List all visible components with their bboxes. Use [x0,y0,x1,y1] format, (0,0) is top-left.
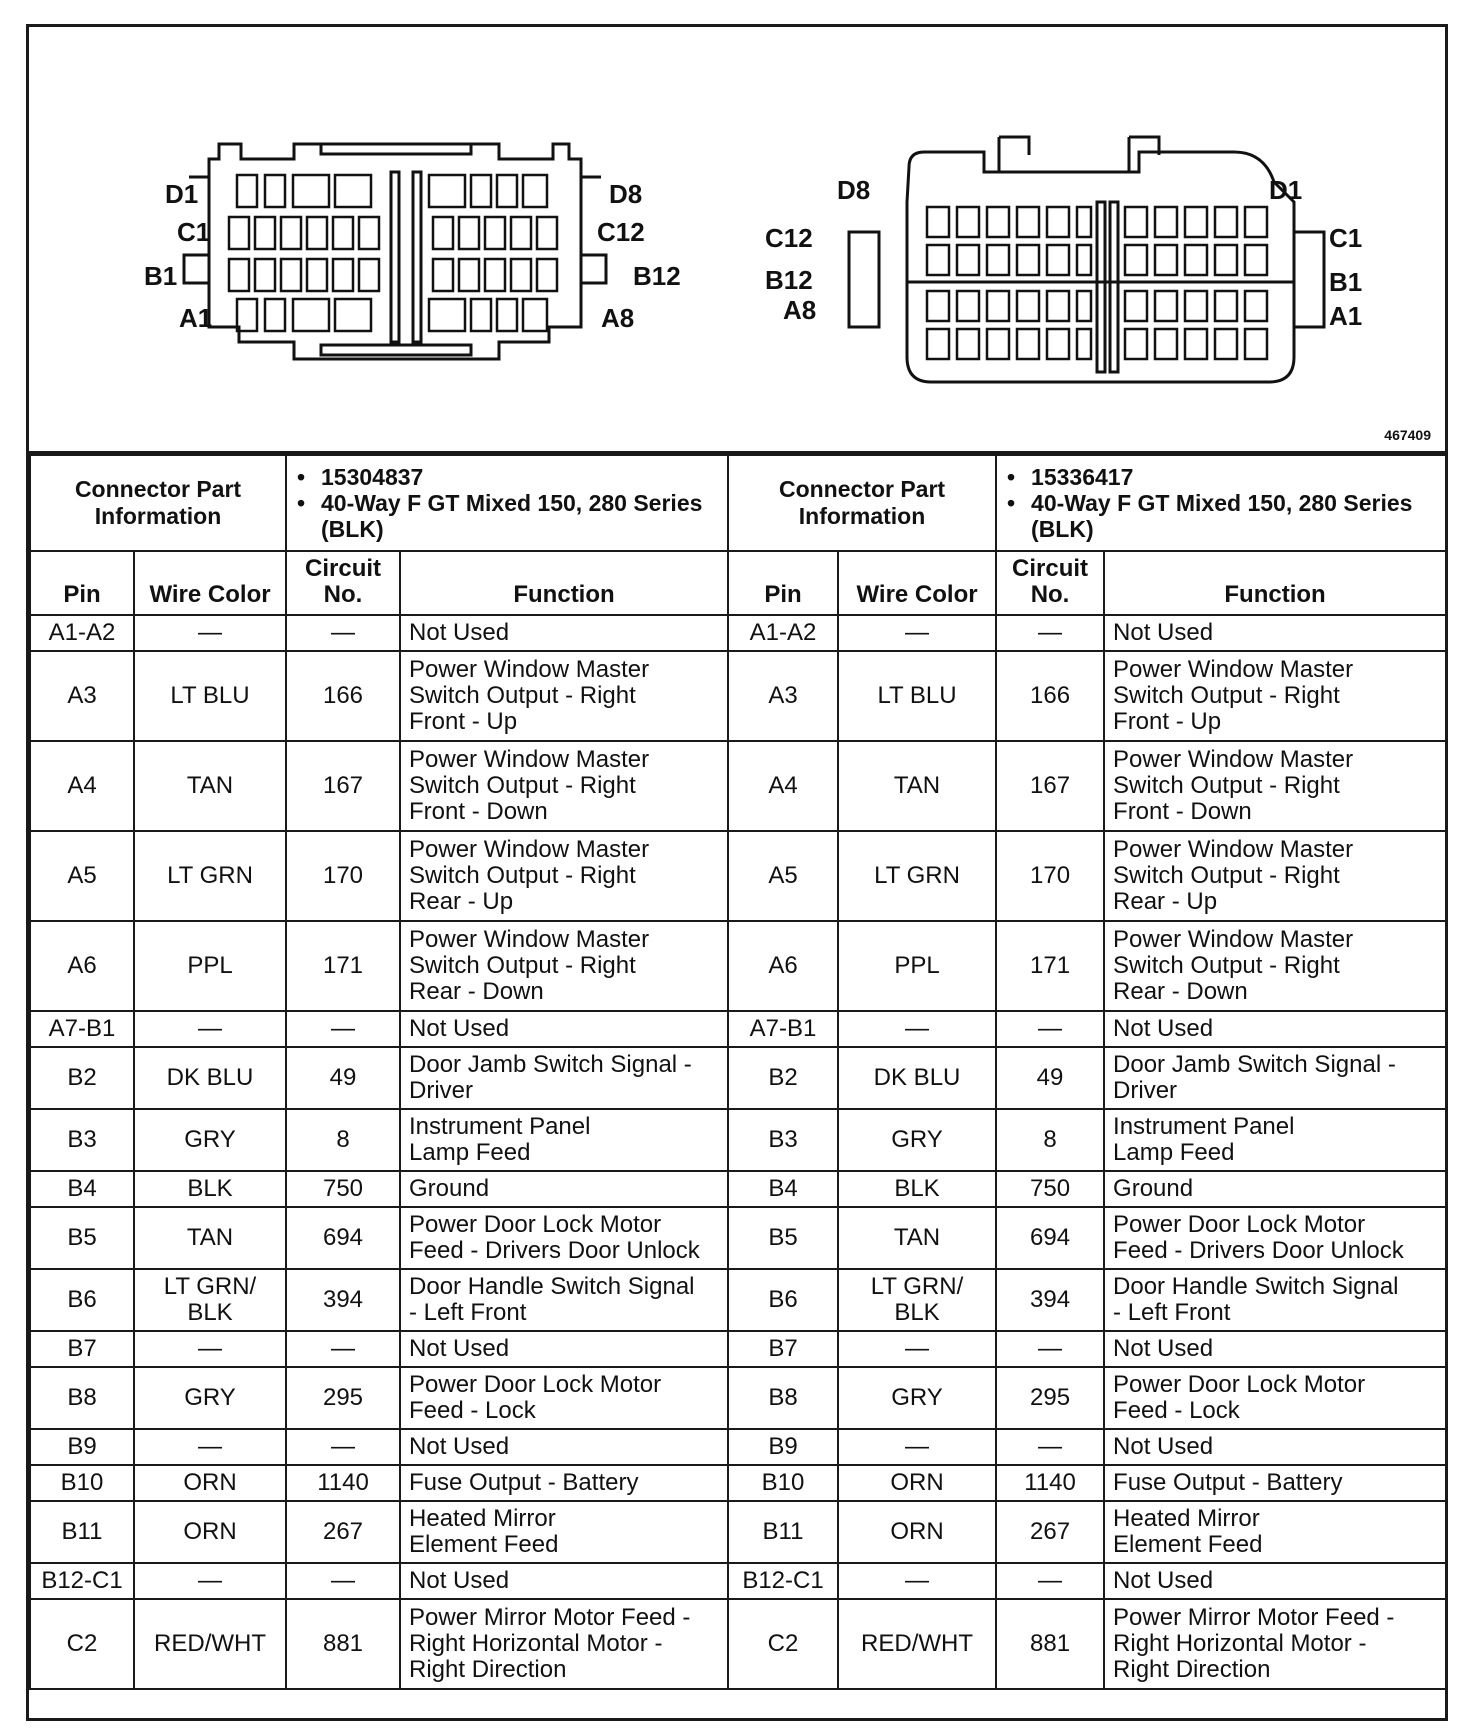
col-circuit: Circuit No. [996,551,1104,615]
right-cell-wire: LT BLU [838,651,996,741]
col-circuit: Circuit No. [286,551,400,615]
right-cell-circuit: 295 [996,1367,1104,1429]
left-cell-wire: LT BLU [134,651,286,741]
right-cell-function: Power Window Master Switch Output - Right Rear - Up [1104,831,1446,921]
left-cell-pin: B10 [30,1465,134,1501]
table-row [30,831,1446,921]
table-row [30,1501,1446,1563]
right-cell-wire: BLK [838,1171,996,1207]
right-cell-wire: DK BLU [838,1047,996,1109]
connector-diagram-panel [29,27,1445,454]
right-cell-circuit: — [996,615,1104,651]
left-cell-function: Heated Mirror Element Feed [400,1501,728,1563]
right-cell-circuit: — [996,1563,1104,1599]
right-label-a8: A8 [783,295,817,325]
left-part-info [286,455,728,551]
col-pin: Pin [728,551,838,615]
left-cell-circuit: 1140 [286,1465,400,1501]
left-cell-circuit: 881 [286,1599,400,1689]
right-cell-pin: B3 [728,1109,838,1171]
right-info-label: Connector Part Information [728,455,996,551]
left-part-description: • 40-Way F GT Mixed 150, 280 Series (BLK) [321,490,719,542]
pinout-sheet [26,24,1448,1721]
left-label-d1: D1 [165,179,199,209]
right-cell-pin: A7-B1 [728,1011,838,1047]
right-cell-circuit: 267 [996,1501,1104,1563]
right-part-info [996,455,1446,551]
right-cell-function: Power Door Lock Motor Feed - Lock [1104,1367,1446,1429]
table-row [30,741,1446,831]
table-row [30,1331,1446,1367]
left-cell-pin: B9 [30,1429,134,1465]
table-row [30,1429,1446,1465]
left-cell-circuit: 8 [286,1109,400,1171]
left-cell-circuit: — [286,615,400,651]
col-wire-color: Wire Color [838,551,996,615]
table-row [30,651,1446,741]
left-cell-function: Not Used [400,615,728,651]
right-cell-wire: — [838,1563,996,1599]
left-label-c12: C12 [597,217,645,247]
right-cell-function: Door Handle Switch Signal - Left Front [1104,1269,1446,1331]
col-pin: Pin [30,551,134,615]
right-label-d1: D1 [1269,175,1303,205]
left-cell-wire: PPL [134,921,286,1011]
right-cell-circuit: 166 [996,651,1104,741]
left-cell-wire: — [134,615,286,651]
left-cell-function: Power Window Master Switch Output - Right Front - Down [400,741,728,831]
right-cell-function: Power Door Lock Motor Feed - Drivers Door Unlock [1104,1207,1446,1269]
col-function: Function [400,551,728,615]
left-cell-function: Not Used [400,1331,728,1367]
column-header-row [30,551,1446,615]
right-cell-pin: B5 [728,1207,838,1269]
left-label-a1: A1 [179,303,213,333]
right-cell-circuit: 167 [996,741,1104,831]
left-cell-circuit: 267 [286,1501,400,1563]
left-cell-circuit: 295 [286,1367,400,1429]
left-cell-function: Power Door Lock Motor Feed - Lock [400,1367,728,1429]
right-cell-pin: B9 [728,1429,838,1465]
left-label-b1: B1 [144,261,178,291]
left-cell-pin: B12-C1 [30,1563,134,1599]
left-cell-pin: B4 [30,1171,134,1207]
left-cell-pin: B11 [30,1501,134,1563]
right-cell-circuit: 171 [996,921,1104,1011]
right-cell-function: Heated Mirror Element Feed [1104,1501,1446,1563]
left-cell-circuit: 750 [286,1171,400,1207]
right-cell-function: Not Used [1104,1331,1446,1367]
left-cell-function: Not Used [400,1011,728,1047]
left-cell-circuit: — [286,1429,400,1465]
right-cell-function: Power Window Master Switch Output - Right Front - Down [1104,741,1446,831]
right-cell-wire: — [838,615,996,651]
left-cell-function: Not Used [400,1429,728,1465]
right-cell-pin: A6 [728,921,838,1011]
right-cell-function: Not Used [1104,1011,1446,1047]
table-row [30,1269,1446,1331]
left-cell-wire: LT GRN/ BLK [134,1269,286,1331]
left-cell-wire: ORN [134,1501,286,1563]
right-cell-circuit: 170 [996,831,1104,921]
left-cell-circuit: 49 [286,1047,400,1109]
left-cell-pin: A5 [30,831,134,921]
right-cell-pin: B8 [728,1367,838,1429]
left-label-d8: D8 [609,179,643,209]
left-part-number: • 15304837 [321,464,719,490]
right-cell-pin: B7 [728,1331,838,1367]
right-cell-wire: LT GRN/ BLK [838,1269,996,1331]
right-cell-wire: ORN [838,1465,996,1501]
left-connector-drawing [184,144,606,359]
right-label-b1: B1 [1329,267,1363,297]
right-cell-circuit: 694 [996,1207,1104,1269]
right-cell-pin: B2 [728,1047,838,1109]
table-row [30,1011,1446,1047]
table-row [30,1599,1446,1689]
table-row [30,1109,1446,1171]
right-cell-wire: — [838,1429,996,1465]
right-label-c12: C12 [765,223,813,253]
right-cell-function: Power Mirror Motor Feed - Right Horizontal Motor - Right Direction [1104,1599,1446,1689]
left-cell-circuit: — [286,1563,400,1599]
col-function: Function [1104,551,1446,615]
table-row [30,1047,1446,1109]
left-cell-wire: GRY [134,1109,286,1171]
right-cell-circuit: 1140 [996,1465,1104,1501]
left-cell-function: Door Handle Switch Signal - Left Front [400,1269,728,1331]
right-label-a1: A1 [1329,301,1363,331]
right-cell-pin: B11 [728,1501,838,1563]
left-cell-wire: BLK [134,1171,286,1207]
right-cell-wire: TAN [838,1207,996,1269]
left-cell-pin: B3 [30,1109,134,1171]
left-cell-pin: A6 [30,921,134,1011]
right-cell-pin: B10 [728,1465,838,1501]
left-cell-wire: — [134,1429,286,1465]
left-cell-pin: B7 [30,1331,134,1367]
right-cell-wire: — [838,1331,996,1367]
right-cell-wire: GRY [838,1367,996,1429]
left-cell-pin: B2 [30,1047,134,1109]
right-cell-circuit: 750 [996,1171,1104,1207]
table-row [30,1465,1446,1501]
left-cell-pin: B6 [30,1269,134,1331]
left-cell-function: Not Used [400,1563,728,1599]
right-label-d8: D8 [837,175,871,205]
left-cell-circuit: — [286,1331,400,1367]
right-cell-pin: A1-A2 [728,615,838,651]
table-row [30,1367,1446,1429]
right-cell-function: Fuse Output - Battery [1104,1465,1446,1501]
left-cell-circuit: 171 [286,921,400,1011]
right-part-description: • 40-Way F GT Mixed 150, 280 Series (BLK) [1031,490,1437,542]
left-cell-wire: GRY [134,1367,286,1429]
left-cell-function: Power Window Master Switch Output - Right Rear - Up [400,831,728,921]
left-cell-circuit: 170 [286,831,400,921]
right-cell-function: Instrument Panel Lamp Feed [1104,1109,1446,1171]
left-cell-wire: ORN [134,1465,286,1501]
left-cell-wire: RED/WHT [134,1599,286,1689]
left-cell-pin: A1-A2 [30,615,134,651]
right-cell-circuit: 8 [996,1109,1104,1171]
right-cell-wire: TAN [838,741,996,831]
left-cell-wire: TAN [134,1207,286,1269]
left-cell-wire: — [134,1011,286,1047]
right-cell-circuit: 394 [996,1269,1104,1331]
left-cell-pin: A7-B1 [30,1011,134,1047]
left-cell-circuit: 167 [286,741,400,831]
left-label-a8: A8 [601,303,635,333]
right-cell-wire: RED/WHT [838,1599,996,1689]
right-cell-circuit: — [996,1331,1104,1367]
right-cell-function: Not Used [1104,1563,1446,1599]
left-cell-pin: C2 [30,1599,134,1689]
right-label-b12: B12 [765,265,813,295]
table-row [30,1207,1446,1269]
pinout-table [29,454,1447,1690]
connector-info-row [30,455,1446,551]
right-cell-function: Not Used [1104,1429,1446,1465]
left-cell-wire: — [134,1331,286,1367]
right-cell-pin: B4 [728,1171,838,1207]
left-cell-pin: B5 [30,1207,134,1269]
right-cell-pin: B6 [728,1269,838,1331]
right-cell-pin: A5 [728,831,838,921]
left-cell-wire: — [134,1563,286,1599]
left-cell-circuit: 694 [286,1207,400,1269]
left-label-c1: C1 [177,217,211,247]
right-cell-wire: LT GRN [838,831,996,921]
right-cell-pin: A4 [728,741,838,831]
right-cell-pin: B12-C1 [728,1563,838,1599]
left-cell-function: Fuse Output - Battery [400,1465,728,1501]
right-cell-function: Door Jamb Switch Signal - Driver [1104,1047,1446,1109]
left-cell-function: Power Window Master Switch Output - Right Rear - Down [400,921,728,1011]
right-part-number: • 15336417 [1031,464,1437,490]
right-cell-function: Ground [1104,1171,1446,1207]
left-cell-pin: B8 [30,1367,134,1429]
right-cell-circuit: 881 [996,1599,1104,1689]
right-cell-function: Not Used [1104,615,1446,651]
right-cell-wire: GRY [838,1109,996,1171]
left-cell-pin: A4 [30,741,134,831]
connector-drawings [29,27,1445,451]
table-row [30,1171,1446,1207]
left-cell-wire: DK BLU [134,1047,286,1109]
right-cell-circuit: — [996,1429,1104,1465]
table-row [30,615,1446,651]
left-cell-function: Power Door Lock Motor Feed - Drivers Door Unlock [400,1207,728,1269]
left-cell-circuit: — [286,1011,400,1047]
right-label-c1: C1 [1329,223,1363,253]
right-cell-pin: A3 [728,651,838,741]
right-cell-circuit: 49 [996,1047,1104,1109]
right-cell-pin: C2 [728,1599,838,1689]
right-cell-circuit: — [996,1011,1104,1047]
left-cell-wire: LT GRN [134,831,286,921]
right-cell-function: Power Window Master Switch Output - Right Rear - Down [1104,921,1446,1011]
right-cell-function: Power Window Master Switch Output - Right Front - Up [1104,651,1446,741]
left-info-label: Connector Part Information [30,455,286,551]
left-cell-function: Power Window Master Switch Output - Right Front - Up [400,651,728,741]
left-cell-circuit: 394 [286,1269,400,1331]
left-cell-function: Door Jamb Switch Signal - Driver [400,1047,728,1109]
left-cell-pin: A3 [30,651,134,741]
right-connector-drawing [849,137,1324,382]
table-row [30,1563,1446,1599]
col-wire-color: Wire Color [134,551,286,615]
left-cell-circuit: 166 [286,651,400,741]
pinout-rows [30,615,1446,1689]
left-cell-wire: TAN [134,741,286,831]
right-cell-wire: PPL [838,921,996,1011]
left-label-b12: B12 [633,261,681,291]
left-cell-function: Ground [400,1171,728,1207]
table-row [30,921,1446,1011]
right-cell-wire: ORN [838,1501,996,1563]
right-cell-wire: — [838,1011,996,1047]
left-cell-function: Instrument Panel Lamp Feed [400,1109,728,1171]
left-cell-function: Power Mirror Motor Feed - Right Horizontal Motor - Right Direction [400,1599,728,1689]
figure-number: 467409 [1384,427,1431,443]
